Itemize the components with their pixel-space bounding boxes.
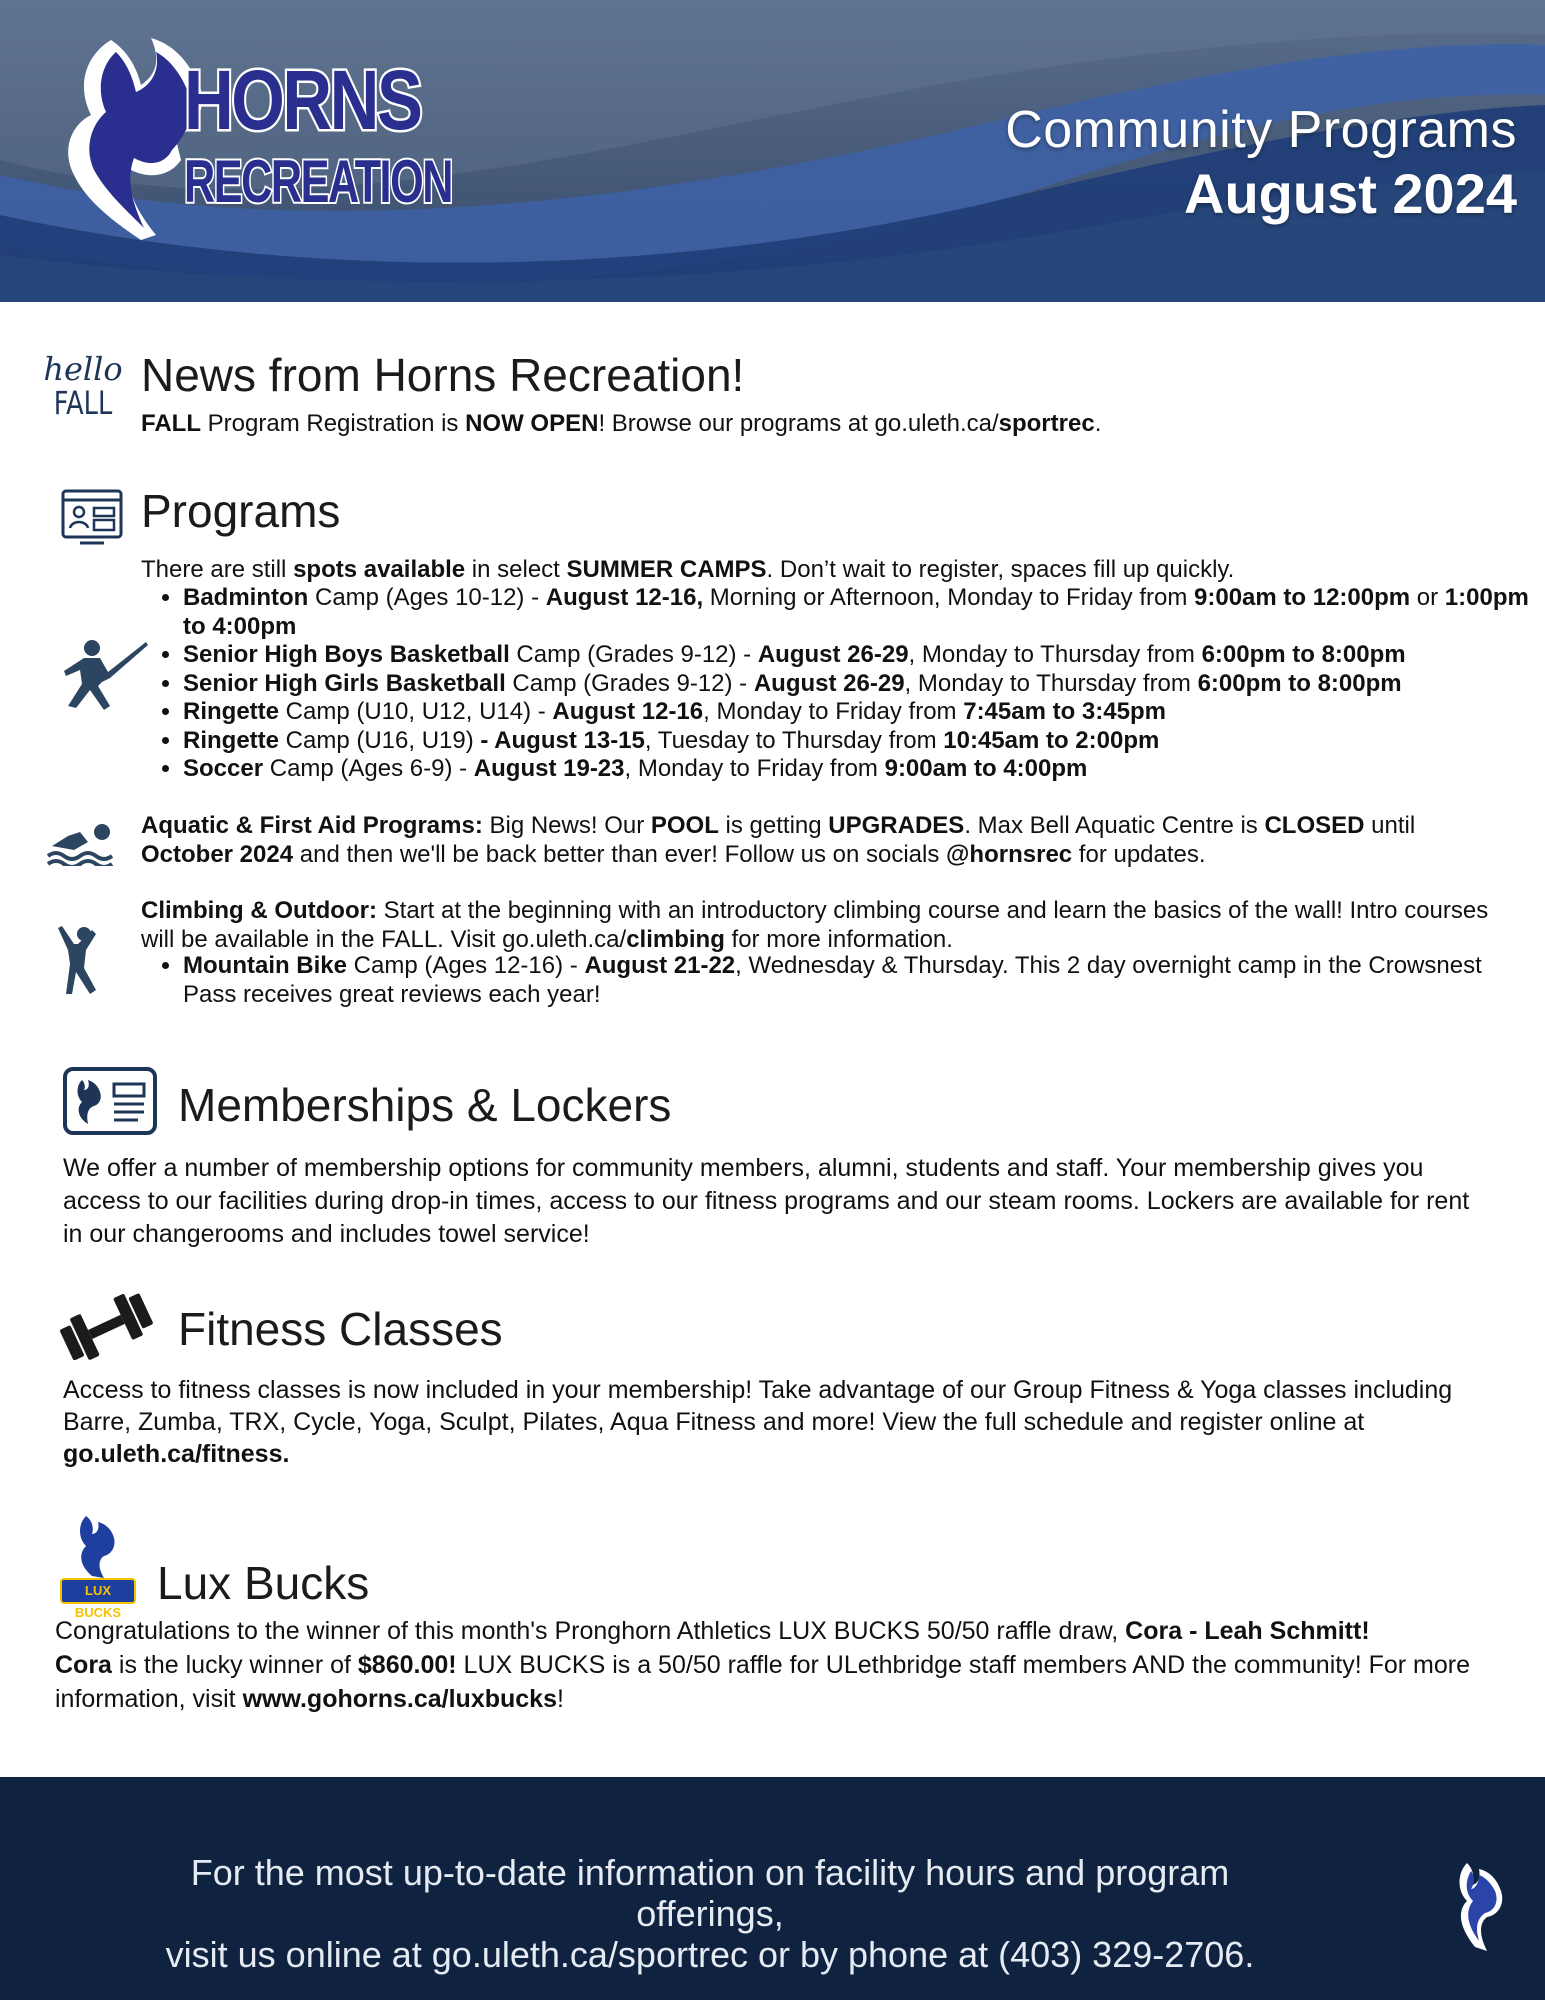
lux-bucks-text: Congratulations to the winner of this month's Pronghorn Athletics LUX BUCKS 50/50 raffle draw, Cora - Leah Schmitt! Cora is the lucky winner of $860.00! LUX BUCKS is a 50/50 raffle for ULethbridge staff members AND the community! For more information, visit www.gohorns.ca/luxbucks! <box>55 1617 1470 1713</box>
camp-item-girls-basketball: • Senior High Girls Basketball Camp (Grades 9-12) - August 26-29, Monday to Thursday from 6:00pm to 8:00pm <box>183 670 1543 699</box>
horns-recreation-logo <box>56 30 456 245</box>
camp-item-boys-basketball: • Senior High Boys Basketball Camp (Grades 9-12) - August 26-29, Monday to Thursday from 6:00pm to 8:00pm <box>183 641 1543 670</box>
memberships-heading: Memberships & Lockers <box>178 1079 672 1131</box>
header-subtitle: Community Programs <box>1005 101 1517 159</box>
lux-bucks-mascot-icon <box>60 1512 136 1582</box>
dumbbell-icon <box>56 1292 156 1360</box>
swimmer-icon <box>46 820 118 866</box>
camp-item-ringette-u10: • Ringette Camp (U10, U12, U14) - August 12-16, Monday to Friday from 7:45am to 3:45pm <box>183 698 1543 727</box>
header-banner <box>0 0 1545 302</box>
lux-bucks-badge: LUX BUCKS <box>60 1578 136 1604</box>
logo-text-recreation: RECREATION <box>184 148 453 215</box>
news-heading: News from Horns Recreation! <box>141 349 745 401</box>
fitness-text: Access to fitness classes is now included in your membership! Take advantage of our Group Fitness & Yoga classes including Barre, Zumba, TRX, Cycle, Yoga, Sculpt, Pilates, Aqua Fitness and more! View the full schedule and register online at go.uleth.ca/fitness. <box>63 1376 1453 1468</box>
lux-bucks-heading: Lux Bucks <box>157 1557 370 1609</box>
hornsrec-social-handle[interactable]: @hornsrec <box>946 841 1073 868</box>
camp-item-mountain-bike: • Mountain Bike Camp (Ages 12-16) - August 21-22, Wednesday & Thursday. This 2 day overnight camp in the Crowsnest Pass receives great reviews each year! <box>183 952 1513 1009</box>
program-guide-icon <box>60 488 124 550</box>
footer-line-1: For the most up-to-date information on facility hours and program offerings, <box>190 1852 1230 1934</box>
logo-text-horns: HORNS <box>184 53 421 147</box>
membership-card-icon <box>62 1066 158 1136</box>
programs-heading: Programs <box>141 485 341 537</box>
footer-text <box>120 1852 1300 1975</box>
header-title-block <box>1005 100 1517 228</box>
camp-item-badminton: • Badminton Camp (Ages 10-12) - August 12-16, Morning or Afternoon, Monday to Friday from 9:00am to 12:00pm or 1:00pm to 4:00pm <box>183 584 1543 641</box>
fitness-link[interactable]: go.uleth.ca/fitness. <box>63 1440 290 1468</box>
memberships-text: We offer a number of membership options for community members, alumni, students and staff. Your membership gives you access to our facilities during drop-in times, access to our fitness programs and our steam rooms. Lockers are available for rent in our changerooms and includes towel service! <box>63 1154 1470 1248</box>
header-title: August 2024 <box>1184 162 1517 225</box>
climbing-camps-list <box>141 952 1513 1009</box>
programs-intro: There are still spots available in select SUMMER CAMPS. Don’t wait to register, spaces fill up quickly. <box>141 556 1235 583</box>
aquatic-text: Aquatic & First Aid Programs: Big News! Our POOL is getting UPGRADES. Max Bell Aquatic Centre is CLOSED until October 2024 and then we'll be back better than ever! Follow us on socials @hornsrec for updates. <box>141 812 1416 868</box>
climbing-text: Climbing & Outdoor: Start at the beginning with an introductory climbing course and learn the basics of the wall! Intro courses will be available in the FALL. Visit go.uleth.ca/climbing for more information. <box>141 897 1489 953</box>
footer-line-2: visit us online at go.uleth.ca/sportrec or by phone at (403) 329-2706. <box>165 1934 1255 1975</box>
climber-icon <box>50 924 110 998</box>
camp-item-soccer: • Soccer Camp (Ages 6-9) - August 19-23, Monday to Friday from 9:00am to 4:00pm <box>183 755 1543 784</box>
footer-pronghorn-icon <box>1445 1857 1511 1957</box>
camp-item-ringette-u16: • Ringette Camp (U16, U19) - August 13-15, Tuesday to Thursday from 10:45am to 2:00pm <box>183 727 1543 756</box>
sportrec-link[interactable]: sportrec <box>998 410 1095 437</box>
fitness-heading: Fitness Classes <box>178 1303 503 1355</box>
footer <box>0 1777 1545 2000</box>
lux-bucks-link[interactable]: www.gohorns.ca/luxbucks <box>242 1685 557 1713</box>
summer-camps-list <box>141 584 1543 784</box>
climbing-link[interactable]: climbing <box>626 926 725 953</box>
news-text: FALL Program Registration is NOW OPEN! Browse our programs at go.uleth.ca/sportrec. <box>141 410 1102 437</box>
hello-fall-icon: hello FALL <box>43 350 123 422</box>
lux-bucks-logo <box>60 1512 136 1620</box>
